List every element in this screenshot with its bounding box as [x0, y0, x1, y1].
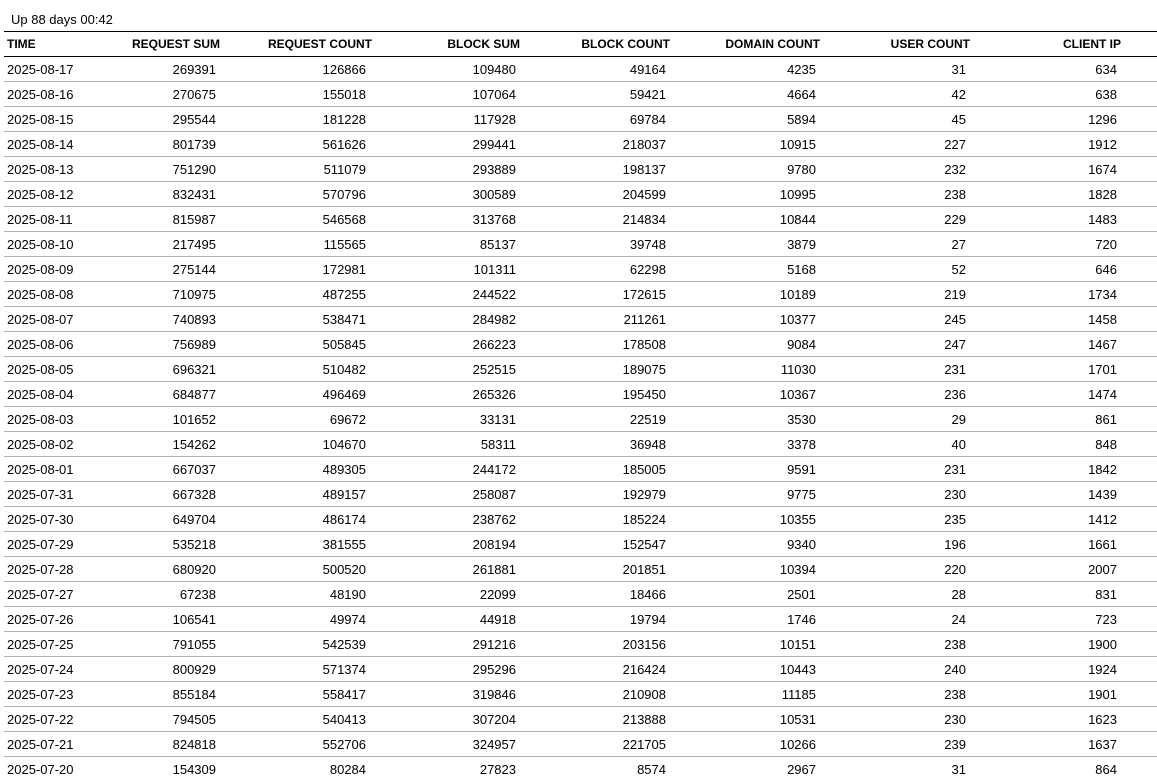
cell-time: 2025-07-30 [4, 507, 116, 532]
table-row [4, 232, 1157, 257]
cell-block-sum: 319846 [406, 682, 556, 707]
cell-request-count: 552706 [256, 732, 406, 757]
cell-user-count: 231 [856, 357, 1006, 382]
table-row [4, 157, 1157, 182]
cell-domain-count: 10394 [706, 557, 856, 582]
cell-block-count: 195450 [556, 382, 706, 407]
cell-domain-count: 10189 [706, 282, 856, 307]
table-row [4, 182, 1157, 207]
cell-time: 2025-08-09 [4, 257, 116, 282]
cell-request-count: 538471 [256, 307, 406, 332]
table-row [4, 657, 1157, 682]
cell-block-sum: 324957 [406, 732, 556, 757]
cell-block-count: 210908 [556, 682, 706, 707]
cell-request-count: 489157 [256, 482, 406, 507]
cell-user-count: 42 [856, 82, 1006, 107]
cell-client-ip: 831 [1006, 582, 1157, 607]
table-row [4, 632, 1157, 657]
cell-time: 2025-07-29 [4, 532, 116, 557]
cell-client-ip: 723 [1006, 607, 1157, 632]
cell-block-sum: 244172 [406, 457, 556, 482]
column-header-request-sum: REQUEST SUM [116, 32, 256, 57]
cell-request-count: 49974 [256, 607, 406, 632]
cell-time: 2025-08-10 [4, 232, 116, 257]
cell-time: 2025-07-27 [4, 582, 116, 607]
cell-request-count: 486174 [256, 507, 406, 532]
table-row [4, 582, 1157, 607]
cell-block-sum: 293889 [406, 157, 556, 182]
table-row [4, 507, 1157, 532]
cell-request-sum: 275144 [116, 257, 256, 282]
cell-user-count: 235 [856, 507, 1006, 532]
cell-domain-count: 3879 [706, 232, 856, 257]
cell-user-count: 31 [856, 757, 1006, 779]
cell-client-ip: 1842 [1006, 457, 1157, 482]
cell-time: 2025-08-05 [4, 357, 116, 382]
table-header [4, 32, 1157, 57]
cell-request-count: 155018 [256, 82, 406, 107]
cell-client-ip: 1483 [1006, 207, 1157, 232]
cell-time: 2025-08-04 [4, 382, 116, 407]
cell-time: 2025-08-02 [4, 432, 116, 457]
cell-user-count: 24 [856, 607, 1006, 632]
cell-user-count: 236 [856, 382, 1006, 407]
cell-client-ip: 2007 [1006, 557, 1157, 582]
cell-request-count: 80284 [256, 757, 406, 779]
cell-domain-count: 11030 [706, 357, 856, 382]
column-header-user-count: USER COUNT [856, 32, 1006, 57]
cell-block-sum: 117928 [406, 107, 556, 132]
uptime-status: Up 88 days 00:42 [11, 12, 113, 27]
cell-client-ip: 861 [1006, 407, 1157, 432]
cell-user-count: 247 [856, 332, 1006, 357]
cell-block-sum: 299441 [406, 132, 556, 157]
cell-time: 2025-07-25 [4, 632, 116, 657]
cell-domain-count: 9775 [706, 482, 856, 507]
cell-client-ip: 1637 [1006, 732, 1157, 757]
cell-block-count: 211261 [556, 307, 706, 332]
table-row [4, 732, 1157, 757]
cell-request-sum: 756989 [116, 332, 256, 357]
cell-block-sum: 27823 [406, 757, 556, 779]
cell-user-count: 229 [856, 207, 1006, 232]
cell-user-count: 31 [856, 57, 1006, 82]
cell-request-sum: 824818 [116, 732, 256, 757]
cell-block-sum: 266223 [406, 332, 556, 357]
cell-block-count: 62298 [556, 257, 706, 282]
table-row [4, 532, 1157, 557]
cell-user-count: 227 [856, 132, 1006, 157]
cell-block-sum: 307204 [406, 707, 556, 732]
cell-block-sum: 313768 [406, 207, 556, 232]
cell-time: 2025-08-15 [4, 107, 116, 132]
table-row [4, 382, 1157, 407]
cell-user-count: 238 [856, 632, 1006, 657]
cell-client-ip: 634 [1006, 57, 1157, 82]
cell-block-sum: 208194 [406, 532, 556, 557]
cell-block-sum: 284982 [406, 307, 556, 332]
cell-request-sum: 794505 [116, 707, 256, 732]
cell-domain-count: 10266 [706, 732, 856, 757]
table-row [4, 307, 1157, 332]
cell-request-count: 496469 [256, 382, 406, 407]
cell-block-sum: 109480 [406, 57, 556, 82]
cell-block-sum: 300589 [406, 182, 556, 207]
cell-block-count: 201851 [556, 557, 706, 582]
cell-domain-count: 2967 [706, 757, 856, 779]
cell-user-count: 52 [856, 257, 1006, 282]
table-row [4, 82, 1157, 107]
cell-block-sum: 107064 [406, 82, 556, 107]
cell-block-count: 172615 [556, 282, 706, 307]
column-header-request-count: REQUEST COUNT [256, 32, 406, 57]
table-row [4, 707, 1157, 732]
cell-domain-count: 9340 [706, 532, 856, 557]
cell-request-sum: 535218 [116, 532, 256, 557]
daily-stats-table [4, 31, 1157, 779]
table-row [4, 257, 1157, 282]
cell-block-count: 216424 [556, 657, 706, 682]
cell-request-count: 500520 [256, 557, 406, 582]
cell-time: 2025-07-23 [4, 682, 116, 707]
cell-request-sum: 791055 [116, 632, 256, 657]
cell-block-count: 39748 [556, 232, 706, 257]
cell-block-count: 198137 [556, 157, 706, 182]
cell-block-count: 19794 [556, 607, 706, 632]
cell-request-sum: 684877 [116, 382, 256, 407]
cell-domain-count: 10844 [706, 207, 856, 232]
cell-request-count: 540413 [256, 707, 406, 732]
table-row [4, 407, 1157, 432]
cell-request-count: 181228 [256, 107, 406, 132]
cell-client-ip: 1474 [1006, 382, 1157, 407]
cell-user-count: 45 [856, 107, 1006, 132]
cell-client-ip: 720 [1006, 232, 1157, 257]
cell-block-count: 178508 [556, 332, 706, 357]
cell-client-ip: 1674 [1006, 157, 1157, 182]
cell-request-count: 115565 [256, 232, 406, 257]
cell-domain-count: 10915 [706, 132, 856, 157]
cell-domain-count: 11185 [706, 682, 856, 707]
cell-request-sum: 832431 [116, 182, 256, 207]
column-header-time: TIME [4, 32, 116, 57]
cell-time: 2025-08-13 [4, 157, 116, 182]
cell-block-count: 18466 [556, 582, 706, 607]
cell-block-count: 36948 [556, 432, 706, 457]
cell-domain-count: 5168 [706, 257, 856, 282]
cell-block-sum: 265326 [406, 382, 556, 407]
cell-client-ip: 1458 [1006, 307, 1157, 332]
cell-user-count: 245 [856, 307, 1006, 332]
cell-block-sum: 244522 [406, 282, 556, 307]
cell-request-count: 48190 [256, 582, 406, 607]
cell-request-sum: 649704 [116, 507, 256, 532]
cell-client-ip: 1734 [1006, 282, 1157, 307]
cell-client-ip: 1439 [1006, 482, 1157, 507]
cell-block-count: 22519 [556, 407, 706, 432]
cell-block-count: 8574 [556, 757, 706, 779]
cell-domain-count: 5894 [706, 107, 856, 132]
cell-request-sum: 740893 [116, 307, 256, 332]
cell-request-count: 126866 [256, 57, 406, 82]
cell-request-count: 172981 [256, 257, 406, 282]
cell-domain-count: 2501 [706, 582, 856, 607]
cell-block-count: 204599 [556, 182, 706, 207]
cell-request-sum: 154262 [116, 432, 256, 457]
cell-request-sum: 106541 [116, 607, 256, 632]
cell-client-ip: 1467 [1006, 332, 1157, 357]
table-row [4, 332, 1157, 357]
cell-request-count: 546568 [256, 207, 406, 232]
cell-request-count: 511079 [256, 157, 406, 182]
cell-request-sum: 815987 [116, 207, 256, 232]
cell-domain-count: 4664 [706, 82, 856, 107]
cell-user-count: 28 [856, 582, 1006, 607]
cell-client-ip: 1701 [1006, 357, 1157, 382]
cell-time: 2025-07-28 [4, 557, 116, 582]
cell-request-count: 558417 [256, 682, 406, 707]
cell-time: 2025-07-26 [4, 607, 116, 632]
cell-request-sum: 667328 [116, 482, 256, 507]
cell-request-sum: 696321 [116, 357, 256, 382]
cell-block-count: 49164 [556, 57, 706, 82]
cell-client-ip: 1661 [1006, 532, 1157, 557]
table-row [4, 682, 1157, 707]
cell-request-sum: 855184 [116, 682, 256, 707]
cell-user-count: 40 [856, 432, 1006, 457]
cell-block-count: 213888 [556, 707, 706, 732]
cell-block-count: 185005 [556, 457, 706, 482]
cell-time: 2025-08-17 [4, 57, 116, 82]
cell-request-count: 570796 [256, 182, 406, 207]
cell-client-ip: 638 [1006, 82, 1157, 107]
cell-client-ip: 848 [1006, 432, 1157, 457]
cell-client-ip: 1296 [1006, 107, 1157, 132]
cell-domain-count: 9084 [706, 332, 856, 357]
cell-request-sum: 270675 [116, 82, 256, 107]
column-header-domain-count: DOMAIN COUNT [706, 32, 856, 57]
table-row [4, 557, 1157, 582]
cell-block-sum: 291216 [406, 632, 556, 657]
cell-time: 2025-08-14 [4, 132, 116, 157]
cell-request-count: 69672 [256, 407, 406, 432]
cell-request-sum: 217495 [116, 232, 256, 257]
table-row [4, 757, 1157, 779]
cell-domain-count: 10443 [706, 657, 856, 682]
cell-domain-count: 9591 [706, 457, 856, 482]
cell-block-count: 152547 [556, 532, 706, 557]
cell-time: 2025-08-12 [4, 182, 116, 207]
cell-client-ip: 646 [1006, 257, 1157, 282]
cell-domain-count: 3530 [706, 407, 856, 432]
cell-time: 2025-07-22 [4, 707, 116, 732]
cell-block-sum: 58311 [406, 432, 556, 457]
cell-domain-count: 10995 [706, 182, 856, 207]
cell-time: 2025-08-08 [4, 282, 116, 307]
cell-client-ip: 1924 [1006, 657, 1157, 682]
cell-user-count: 232 [856, 157, 1006, 182]
cell-domain-count: 9780 [706, 157, 856, 182]
column-header-block-count: BLOCK COUNT [556, 32, 706, 57]
cell-request-sum: 667037 [116, 457, 256, 482]
cell-client-ip: 864 [1006, 757, 1157, 779]
cell-request-sum: 710975 [116, 282, 256, 307]
table-row [4, 107, 1157, 132]
cell-request-count: 104670 [256, 432, 406, 457]
cell-block-count: 192979 [556, 482, 706, 507]
cell-block-count: 189075 [556, 357, 706, 382]
cell-request-sum: 269391 [116, 57, 256, 82]
cell-request-sum: 751290 [116, 157, 256, 182]
cell-user-count: 27 [856, 232, 1006, 257]
cell-time: 2025-08-06 [4, 332, 116, 357]
table-row [4, 207, 1157, 232]
cell-user-count: 29 [856, 407, 1006, 432]
cell-block-sum: 295296 [406, 657, 556, 682]
cell-block-count: 214834 [556, 207, 706, 232]
cell-client-ip: 1623 [1006, 707, 1157, 732]
column-header-client-ip: CLIENT IP [1006, 32, 1157, 57]
cell-block-sum: 33131 [406, 407, 556, 432]
cell-time: 2025-07-31 [4, 482, 116, 507]
cell-block-sum: 252515 [406, 357, 556, 382]
cell-block-count: 69784 [556, 107, 706, 132]
cell-block-sum: 238762 [406, 507, 556, 532]
cell-block-sum: 261881 [406, 557, 556, 582]
cell-user-count: 231 [856, 457, 1006, 482]
table-body [4, 57, 1157, 779]
cell-request-sum: 101652 [116, 407, 256, 432]
cell-request-count: 505845 [256, 332, 406, 357]
cell-user-count: 238 [856, 682, 1006, 707]
cell-request-count: 487255 [256, 282, 406, 307]
table-row [4, 132, 1157, 157]
cell-block-count: 221705 [556, 732, 706, 757]
cell-request-count: 489305 [256, 457, 406, 482]
cell-request-sum: 154309 [116, 757, 256, 779]
cell-user-count: 238 [856, 182, 1006, 207]
cell-request-sum: 295544 [116, 107, 256, 132]
cell-user-count: 196 [856, 532, 1006, 557]
cell-client-ip: 1901 [1006, 682, 1157, 707]
cell-time: 2025-08-07 [4, 307, 116, 332]
cell-block-sum: 44918 [406, 607, 556, 632]
cell-block-count: 59421 [556, 82, 706, 107]
table-row [4, 432, 1157, 457]
cell-client-ip: 1912 [1006, 132, 1157, 157]
cell-time: 2025-08-03 [4, 407, 116, 432]
cell-time: 2025-07-21 [4, 732, 116, 757]
header-row [4, 32, 1157, 57]
cell-domain-count: 10531 [706, 707, 856, 732]
cell-request-sum: 67238 [116, 582, 256, 607]
cell-user-count: 239 [856, 732, 1006, 757]
cell-client-ip: 1828 [1006, 182, 1157, 207]
cell-request-count: 542539 [256, 632, 406, 657]
cell-request-count: 571374 [256, 657, 406, 682]
cell-block-sum: 258087 [406, 482, 556, 507]
cell-block-count: 203156 [556, 632, 706, 657]
cell-client-ip: 1412 [1006, 507, 1157, 532]
table-row [4, 282, 1157, 307]
cell-block-count: 185224 [556, 507, 706, 532]
cell-domain-count: 1746 [706, 607, 856, 632]
cell-time: 2025-08-16 [4, 82, 116, 107]
cell-domain-count: 10151 [706, 632, 856, 657]
cell-user-count: 240 [856, 657, 1006, 682]
cell-domain-count: 10367 [706, 382, 856, 407]
table-row [4, 457, 1157, 482]
cell-time: 2025-07-24 [4, 657, 116, 682]
cell-user-count: 219 [856, 282, 1006, 307]
cell-client-ip: 1900 [1006, 632, 1157, 657]
cell-block-count: 218037 [556, 132, 706, 157]
column-header-block-sum: BLOCK SUM [406, 32, 556, 57]
cell-domain-count: 4235 [706, 57, 856, 82]
cell-user-count: 230 [856, 482, 1006, 507]
cell-request-count: 561626 [256, 132, 406, 157]
cell-user-count: 220 [856, 557, 1006, 582]
cell-time: 2025-08-01 [4, 457, 116, 482]
cell-domain-count: 10355 [706, 507, 856, 532]
cell-request-count: 510482 [256, 357, 406, 382]
cell-domain-count: 3378 [706, 432, 856, 457]
cell-request-sum: 680920 [116, 557, 256, 582]
cell-block-sum: 85137 [406, 232, 556, 257]
cell-time: 2025-07-20 [4, 757, 116, 779]
cell-block-sum: 101311 [406, 257, 556, 282]
cell-time: 2025-08-11 [4, 207, 116, 232]
table-row [4, 357, 1157, 382]
cell-block-sum: 22099 [406, 582, 556, 607]
cell-request-count: 381555 [256, 532, 406, 557]
cell-request-sum: 800929 [116, 657, 256, 682]
table-row [4, 57, 1157, 82]
table-row [4, 607, 1157, 632]
cell-domain-count: 10377 [706, 307, 856, 332]
cell-user-count: 230 [856, 707, 1006, 732]
cell-request-sum: 801739 [116, 132, 256, 157]
table-row [4, 482, 1157, 507]
